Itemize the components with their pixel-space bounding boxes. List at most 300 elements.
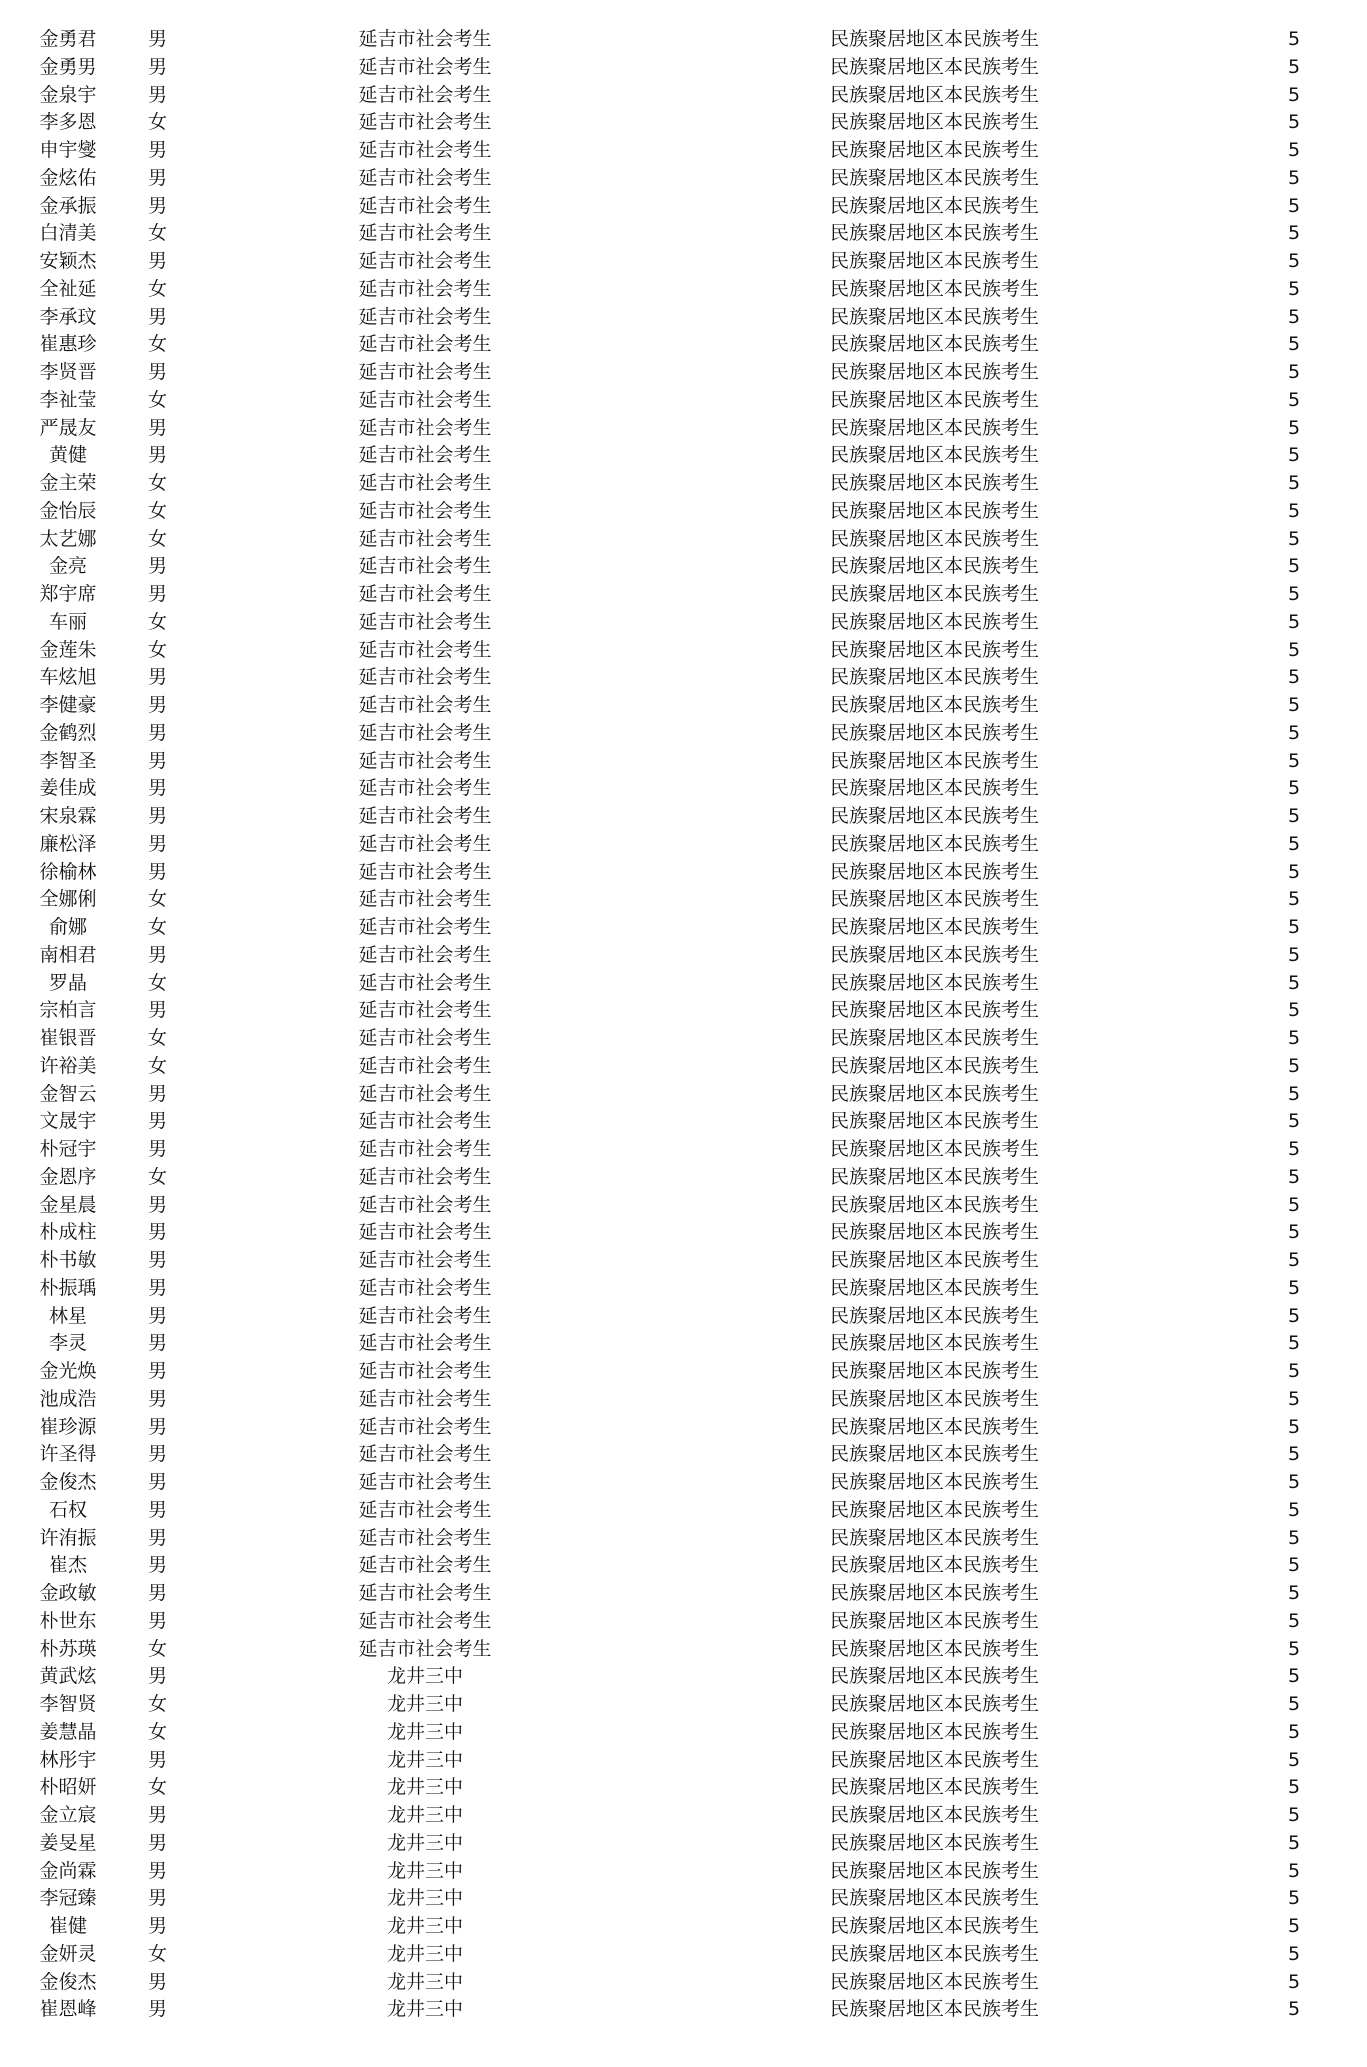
table-row (0, 498, 1367, 526)
table-row (0, 775, 1367, 803)
candidate-gender: 男 (148, 666, 168, 689)
candidate-gender: 男 (148, 1276, 168, 1299)
table-row (0, 1774, 1367, 1802)
candidate-category: 民族聚居地区本民族考生 (830, 305, 1040, 328)
table-row (0, 54, 1367, 82)
candidate-score: 5 (1288, 1831, 1301, 1854)
candidate-gender: 男 (148, 721, 168, 744)
candidate-name: 李承玟 (39, 305, 97, 328)
candidate-name: 石权 (48, 1498, 87, 1521)
candidate-gender: 女 (148, 1027, 168, 1049)
candidate-category: 民族聚居地区本民族考生 (830, 55, 1040, 78)
candidate-gender: 男 (148, 1193, 168, 1216)
candidate-category: 民族聚居地区本民族考生 (830, 1665, 1040, 1688)
candidate-name: 文晟宇 (39, 1110, 97, 1133)
table-row (0, 1164, 1367, 1192)
candidate-school: 延吉市社会考生 (358, 1249, 492, 1271)
candidate-gender: 女 (148, 1054, 168, 1077)
candidate-school: 延吉市社会考生 (358, 971, 492, 994)
candidate-category: 民族聚居地区本民族考生 (830, 1082, 1040, 1105)
candidate-name: 金勇君 (39, 28, 97, 50)
candidate-gender: 男 (148, 1887, 168, 1910)
candidate-name: 金亮 (48, 555, 87, 578)
candidate-gender: 男 (148, 361, 168, 383)
table-row (0, 1747, 1367, 1775)
candidate-category: 民族聚居地区本民族考生 (830, 1831, 1040, 1854)
candidate-name: 金立宸 (39, 1804, 97, 1826)
candidate-school: 龙井三中 (386, 1859, 463, 1882)
table-row (0, 1802, 1367, 1830)
candidate-score: 5 (1288, 916, 1301, 938)
candidate-category: 民族聚居地区本民族考生 (830, 1221, 1040, 1244)
table-row (0, 526, 1367, 554)
candidate-school: 延吉市社会考生 (358, 1415, 492, 1438)
candidate-category: 民族聚居地区本民族考生 (830, 1498, 1040, 1521)
candidate-school: 龙井三中 (386, 1776, 463, 1799)
candidate-school: 延吉市社会考生 (358, 1276, 492, 1299)
candidate-score: 5 (1288, 1221, 1301, 1244)
candidate-category: 民族聚居地区本民族考生 (830, 1027, 1040, 1049)
candidate-score: 5 (1288, 749, 1301, 772)
candidate-gender: 男 (148, 1304, 168, 1327)
table-row (0, 470, 1367, 498)
candidate-score: 5 (1288, 777, 1301, 800)
candidate-gender: 男 (148, 694, 168, 716)
candidate-score: 5 (1288, 277, 1301, 300)
candidate-category: 民族聚居地区本民族考生 (830, 1193, 1040, 1216)
candidate-gender: 男 (148, 139, 168, 161)
candidate-category: 民族聚居地区本民族考生 (830, 583, 1040, 605)
candidate-name: 金炫佑 (39, 166, 97, 189)
candidate-gender: 男 (148, 83, 168, 106)
table-row (0, 82, 1367, 110)
candidate-name: 李多恩 (39, 111, 97, 134)
candidate-gender: 女 (148, 111, 168, 134)
candidate-school: 延吉市社会考生 (358, 666, 492, 689)
candidate-category: 民族聚居地区本民族考生 (830, 888, 1040, 911)
candidate-category: 民族聚居地区本民族考生 (830, 444, 1040, 467)
table-row (0, 1358, 1367, 1386)
candidate-category: 民族聚居地区本民族考生 (830, 999, 1040, 1022)
candidate-gender: 男 (148, 1526, 168, 1549)
candidate-category: 民族聚居地区本民族考生 (830, 777, 1040, 800)
candidate-gender: 女 (148, 222, 168, 245)
table-row (0, 664, 1367, 692)
candidate-score: 5 (1288, 888, 1301, 911)
candidate-score: 5 (1288, 1720, 1301, 1743)
candidate-category: 民族聚居地区本民族考生 (830, 1776, 1040, 1799)
candidate-gender: 男 (148, 1443, 168, 1466)
candidate-gender: 女 (148, 333, 168, 356)
candidate-gender: 男 (148, 1609, 168, 1632)
candidate-school: 延吉市社会考生 (358, 139, 492, 161)
candidate-name: 白清美 (39, 222, 97, 245)
table-row (0, 970, 1367, 998)
candidate-category: 民族聚居地区本民族考生 (830, 1443, 1040, 1466)
candidate-name: 金俊杰 (39, 1471, 97, 1493)
candidate-category: 民族聚居地区本民族考生 (830, 333, 1040, 356)
candidate-gender: 男 (148, 1804, 168, 1826)
candidate-score: 5 (1288, 166, 1301, 189)
table-row (0, 442, 1367, 470)
table-row (0, 859, 1367, 887)
candidate-name: 李智圣 (39, 749, 97, 772)
candidate-score: 5 (1288, 28, 1301, 50)
table-row (0, 1913, 1367, 1941)
candidate-score: 5 (1288, 55, 1301, 78)
candidate-school: 延吉市社会考生 (358, 1526, 492, 1549)
candidate-school: 延吉市社会考生 (358, 1054, 492, 1077)
candidate-school: 延吉市社会考生 (358, 416, 492, 439)
candidate-score: 5 (1288, 666, 1301, 689)
candidate-name: 申宇燮 (39, 139, 97, 161)
candidate-name: 崔健 (48, 1915, 87, 1937)
candidate-score: 5 (1288, 721, 1301, 744)
candidate-name: 金光焕 (39, 1360, 97, 1382)
candidate-score: 5 (1288, 1998, 1301, 2021)
candidate-name: 朴成柱 (39, 1221, 97, 1244)
table-row (0, 248, 1367, 276)
candidate-name: 罗晶 (48, 971, 87, 994)
candidate-gender: 女 (148, 971, 168, 994)
candidate-score: 5 (1288, 1637, 1301, 1660)
candidate-school: 延吉市社会考生 (358, 860, 492, 883)
candidate-name: 崔惠珍 (39, 333, 97, 356)
table-row (0, 165, 1367, 193)
candidate-category: 民族聚居地区本民族考生 (830, 111, 1040, 134)
table-row (0, 914, 1367, 942)
table-row (0, 1414, 1367, 1442)
candidate-category: 民族聚居地区本民族考生 (830, 1804, 1040, 1826)
candidate-category: 民族聚居地区本民族考生 (830, 1859, 1040, 1882)
candidate-gender: 男 (148, 1221, 168, 1244)
candidate-name: 全娜俐 (39, 888, 97, 911)
candidate-score: 5 (1288, 1942, 1301, 1965)
candidate-name: 郑宇席 (39, 583, 97, 605)
candidate-score: 5 (1288, 832, 1301, 855)
table-row (0, 1608, 1367, 1636)
candidate-name: 金星晨 (39, 1193, 97, 1216)
table-row (0, 1497, 1367, 1525)
candidate-category: 民族聚居地区本民族考生 (830, 194, 1040, 217)
candidate-school: 延吉市社会考生 (358, 1110, 492, 1133)
table-row (0, 609, 1367, 637)
candidate-category: 民族聚居地区本民族考生 (830, 721, 1040, 744)
candidate-gender: 男 (148, 805, 168, 827)
candidate-name: 姜慧晶 (39, 1720, 97, 1743)
candidate-gender: 男 (148, 832, 168, 855)
candidate-school: 延吉市社会考生 (358, 28, 492, 50)
candidate-school: 龙井三中 (386, 1748, 463, 1771)
candidate-school: 延吉市社会考生 (358, 943, 492, 966)
table-row (0, 1719, 1367, 1747)
table-row (0, 137, 1367, 165)
candidate-category: 民族聚居地区本民族考生 (830, 1332, 1040, 1355)
candidate-category: 民族聚居地区本民族考生 (830, 416, 1040, 439)
candidate-name: 金政敏 (39, 1582, 97, 1604)
candidate-gender: 男 (148, 1582, 168, 1604)
table-row (0, 1580, 1367, 1608)
candidate-name: 金主荣 (39, 472, 97, 494)
candidate-school: 延吉市社会考生 (358, 1387, 492, 1410)
candidate-score: 5 (1288, 472, 1301, 494)
candidate-score: 5 (1288, 444, 1301, 467)
table-row (0, 1969, 1367, 1997)
table-row (0, 886, 1367, 914)
table-row (0, 220, 1367, 248)
candidate-category: 民族聚居地区本民族考生 (830, 1138, 1040, 1160)
candidate-category: 民族聚居地区本民族考生 (830, 83, 1040, 106)
table-row (0, 1830, 1367, 1858)
candidate-gender: 男 (148, 166, 168, 189)
table-row (0, 803, 1367, 831)
table-row (0, 1330, 1367, 1358)
candidate-category: 民族聚居地区本民族考生 (830, 694, 1040, 716)
candidate-name: 崔银晋 (39, 1027, 97, 1049)
candidate-school: 延吉市社会考生 (358, 1609, 492, 1632)
candidate-score: 5 (1288, 1027, 1301, 1049)
candidate-score: 5 (1288, 111, 1301, 134)
candidate-school: 延吉市社会考生 (358, 527, 492, 550)
candidate-score: 5 (1288, 694, 1301, 716)
candidate-category: 民族聚居地区本民族考生 (830, 1609, 1040, 1632)
table-row (0, 1025, 1367, 1053)
candidate-category: 民族聚居地区本民族考生 (830, 1998, 1040, 2021)
candidate-category: 民族聚居地区本民族考生 (830, 1387, 1040, 1410)
candidate-score: 5 (1288, 805, 1301, 827)
candidate-score: 5 (1288, 250, 1301, 272)
candidate-category: 民族聚居地区本民族考生 (830, 499, 1040, 522)
candidate-gender: 男 (148, 943, 168, 966)
candidate-name: 姜佳成 (39, 777, 97, 800)
candidate-score: 5 (1288, 1082, 1301, 1105)
candidate-gender: 女 (148, 610, 168, 633)
candidate-gender: 男 (148, 1110, 168, 1133)
table-row (0, 1941, 1367, 1969)
candidate-gender: 男 (148, 1138, 168, 1160)
candidate-school: 延吉市社会考生 (358, 1443, 492, 1466)
candidate-category: 民族聚居地区本民族考生 (830, 638, 1040, 661)
candidate-category: 民族聚居地区本民族考生 (830, 277, 1040, 300)
candidate-score: 5 (1288, 1387, 1301, 1410)
candidate-school: 延吉市社会考生 (358, 916, 492, 938)
candidate-school: 延吉市社会考生 (358, 888, 492, 911)
candidate-school: 龙井三中 (386, 1998, 463, 2021)
candidate-school: 延吉市社会考生 (358, 1498, 492, 1521)
candidate-name: 朴世东 (39, 1609, 97, 1632)
candidate-gender: 男 (148, 583, 168, 605)
candidate-name: 南相君 (39, 943, 97, 966)
candidate-category: 民族聚居地区本民族考生 (830, 805, 1040, 827)
candidate-name: 严晟友 (39, 416, 97, 439)
candidate-score: 5 (1288, 1915, 1301, 1937)
table-row (0, 331, 1367, 359)
candidate-gender: 男 (148, 416, 168, 439)
candidate-score: 5 (1288, 1193, 1301, 1216)
candidate-score: 5 (1288, 1859, 1301, 1882)
candidate-category: 民族聚居地区本民族考生 (830, 666, 1040, 689)
candidate-name: 全祉延 (39, 277, 97, 300)
candidate-gender: 女 (148, 388, 168, 411)
candidate-name: 李冠臻 (39, 1887, 97, 1910)
candidate-gender: 男 (148, 1915, 168, 1937)
candidate-score: 5 (1288, 1471, 1301, 1493)
candidate-score: 5 (1288, 1443, 1301, 1466)
table-row (0, 1081, 1367, 1109)
table-row (0, 1885, 1367, 1913)
candidate-score: 5 (1288, 1276, 1301, 1299)
candidate-name: 金尚霖 (39, 1859, 97, 1882)
candidate-school: 龙井三中 (386, 1942, 463, 1965)
candidate-category: 民族聚居地区本民族考生 (830, 1165, 1040, 1188)
candidate-score: 5 (1288, 1498, 1301, 1521)
candidate-gender: 女 (148, 1720, 168, 1743)
candidate-score: 5 (1288, 1332, 1301, 1355)
candidate-name: 廉松泽 (39, 832, 97, 855)
candidate-school: 延吉市社会考生 (358, 388, 492, 411)
table-row (0, 997, 1367, 1025)
candidate-score: 5 (1288, 638, 1301, 661)
candidate-gender: 男 (148, 194, 168, 217)
candidate-school: 延吉市社会考生 (358, 555, 492, 578)
candidate-gender: 男 (148, 250, 168, 272)
candidate-name: 李灵 (48, 1332, 87, 1355)
candidate-name: 李健豪 (39, 694, 97, 716)
candidate-gender: 男 (148, 55, 168, 78)
candidate-gender: 女 (148, 499, 168, 522)
candidate-school: 延吉市社会考生 (358, 749, 492, 772)
table-row (0, 1691, 1367, 1719)
candidate-score: 5 (1288, 194, 1301, 217)
candidate-school: 延吉市社会考生 (358, 999, 492, 1022)
table-row (0, 581, 1367, 609)
candidate-school: 延吉市社会考生 (358, 1332, 492, 1355)
candidate-gender: 女 (148, 638, 168, 661)
table-row (0, 1108, 1367, 1136)
candidate-school: 延吉市社会考生 (358, 55, 492, 78)
candidate-category: 民族聚居地区本民族考生 (830, 916, 1040, 938)
candidate-school: 延吉市社会考生 (358, 1637, 492, 1660)
candidate-school: 延吉市社会考生 (358, 805, 492, 827)
candidate-name: 金莲朱 (39, 638, 97, 661)
candidate-gender: 女 (148, 277, 168, 300)
candidate-school: 延吉市社会考生 (358, 832, 492, 855)
candidate-gender: 男 (148, 1249, 168, 1271)
candidate-gender: 男 (148, 555, 168, 578)
candidate-score: 5 (1288, 971, 1301, 994)
candidate-category: 民族聚居地区本民族考生 (830, 250, 1040, 272)
candidate-name: 林彤宇 (39, 1748, 97, 1771)
candidate-gender: 男 (148, 1665, 168, 1688)
candidate-gender: 女 (148, 527, 168, 550)
candidate-gender: 女 (148, 1942, 168, 1965)
candidate-school: 延吉市社会考生 (358, 250, 492, 272)
candidate-score: 5 (1288, 1582, 1301, 1604)
candidate-name: 朴振瑀 (39, 1276, 97, 1299)
table-row (0, 748, 1367, 776)
candidate-school: 龙井三中 (386, 1693, 463, 1715)
table-row (0, 1219, 1367, 1247)
candidate-name: 崔恩峰 (39, 1998, 97, 2021)
candidate-gender: 女 (148, 1693, 168, 1715)
table-row (0, 1996, 1367, 2024)
candidate-school: 延吉市社会考生 (358, 777, 492, 800)
candidate-score: 5 (1288, 1554, 1301, 1577)
candidate-gender: 男 (148, 28, 168, 50)
candidate-school: 延吉市社会考生 (358, 83, 492, 106)
candidate-name: 李祉莹 (39, 388, 97, 411)
candidate-name: 徐榆林 (39, 860, 97, 883)
candidate-name: 安颖杰 (39, 250, 97, 272)
candidate-gender: 男 (148, 1831, 168, 1854)
candidate-score: 5 (1288, 1110, 1301, 1133)
candidate-school: 延吉市社会考生 (358, 1554, 492, 1577)
candidate-category: 民族聚居地区本民族考生 (830, 1304, 1040, 1327)
candidate-gender: 男 (148, 1471, 168, 1493)
table-row (0, 1386, 1367, 1414)
table-row (0, 942, 1367, 970)
candidate-name: 朴昭妍 (39, 1776, 97, 1799)
table-row (0, 1636, 1367, 1664)
candidate-gender: 男 (148, 1498, 168, 1521)
candidate-score: 5 (1288, 1165, 1301, 1188)
candidate-name: 朴冠宇 (39, 1138, 97, 1160)
candidate-category: 民族聚居地区本民族考生 (830, 139, 1040, 161)
candidate-school: 延吉市社会考生 (358, 1471, 492, 1493)
candidate-score: 5 (1288, 1360, 1301, 1382)
candidate-school: 延吉市社会考生 (358, 333, 492, 356)
candidate-name: 俞娜 (48, 916, 87, 938)
candidate-score: 5 (1288, 83, 1301, 106)
candidate-score: 5 (1288, 1665, 1301, 1688)
candidate-name: 金怡辰 (39, 499, 97, 522)
candidate-name: 姜旻星 (39, 1831, 97, 1854)
candidate-gender: 男 (148, 749, 168, 772)
candidate-school: 龙井三中 (386, 1720, 463, 1743)
candidate-gender: 男 (148, 1748, 168, 1771)
candidate-category: 民族聚居地区本民族考生 (830, 1582, 1040, 1604)
candidate-name: 崔珍源 (39, 1415, 97, 1438)
candidate-name: 许圣得 (39, 1443, 97, 1466)
candidate-category: 民族聚居地区本民族考生 (830, 1942, 1040, 1965)
candidate-gender: 男 (148, 1998, 168, 2021)
candidate-name: 金承振 (39, 194, 97, 217)
candidate-score: 5 (1288, 1970, 1301, 1993)
candidate-category: 民族聚居地区本民族考生 (830, 1249, 1040, 1271)
candidate-score: 5 (1288, 999, 1301, 1022)
candidate-category: 民族聚居地区本民族考生 (830, 943, 1040, 966)
candidate-category: 民族聚居地区本民族考生 (830, 166, 1040, 189)
candidate-category: 民族聚居地区本民族考生 (830, 1915, 1040, 1937)
candidate-name: 金妍灵 (39, 1942, 97, 1965)
candidate-gender: 男 (148, 305, 168, 328)
candidate-name: 李智贤 (39, 1693, 97, 1715)
candidate-score: 5 (1288, 555, 1301, 578)
candidate-school: 延吉市社会考生 (358, 583, 492, 605)
candidate-score: 5 (1288, 333, 1301, 356)
candidate-category: 民族聚居地区本民族考生 (830, 28, 1040, 50)
candidate-gender: 男 (148, 1859, 168, 1882)
candidate-score: 5 (1288, 361, 1301, 383)
candidate-category: 民族聚居地区本民族考生 (830, 1637, 1040, 1660)
candidate-school: 延吉市社会考生 (358, 1193, 492, 1216)
candidate-name: 宗柏言 (39, 999, 97, 1022)
candidate-school: 延吉市社会考生 (358, 166, 492, 189)
candidate-category: 民族聚居地区本民族考生 (830, 361, 1040, 383)
candidate-gender: 男 (148, 999, 168, 1022)
candidate-score: 5 (1288, 1887, 1301, 1910)
table-row (0, 359, 1367, 387)
